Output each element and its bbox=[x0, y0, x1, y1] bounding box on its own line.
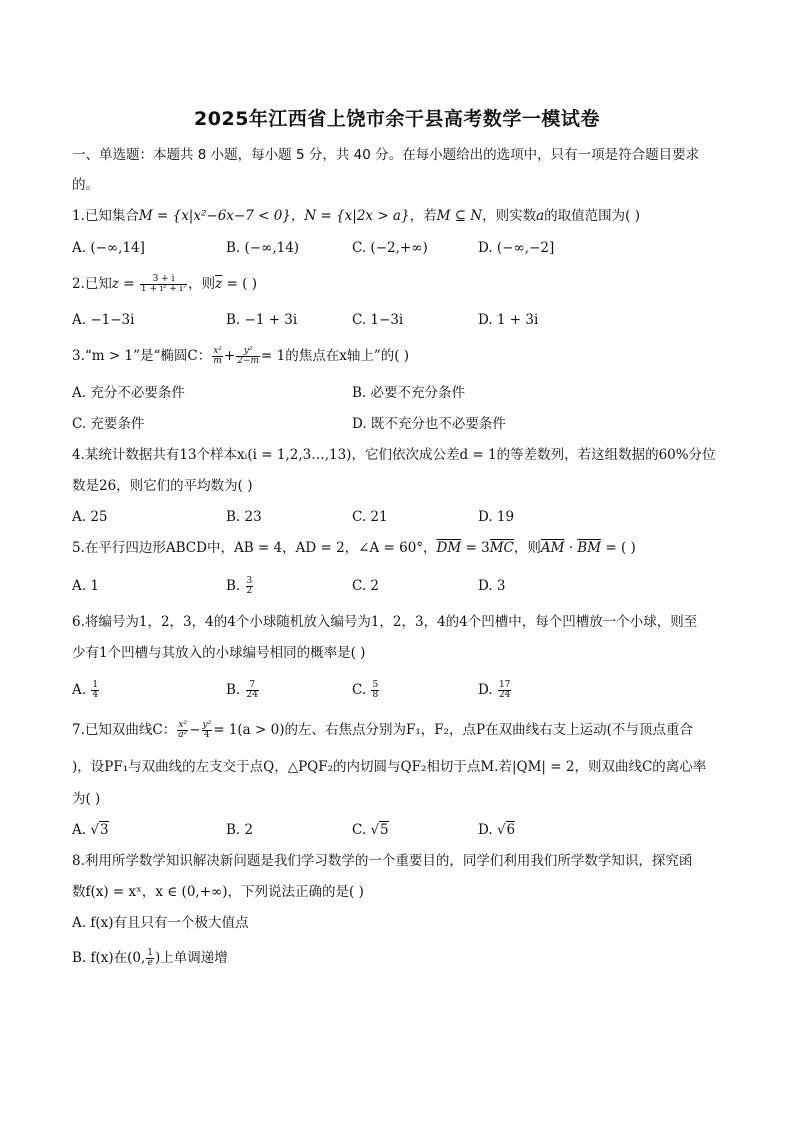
question-5: 5.在平行四边形ABCD中，AB = 4，AD = 2，∠A = 60°，$\overline{DM} = 3\overline{MC}$，则$\overline{AM} \cdot \overline{BM}$ = ( ) bbox=[72, 540, 636, 556]
question-7-cont-2: 为( ) bbox=[72, 791, 101, 807]
exam-title: 2025年江西省上饶市余干县高考数学一模试卷 bbox=[194, 108, 600, 130]
q3-option-b: B. 必要不充分条件 bbox=[352, 385, 466, 401]
question-7-cont: )，设PF₁与双曲线的左支交于点Q，△PQF₂的内切圆与QF₂相切于点M.若|QM| = 2，则双曲线C的离心率 bbox=[72, 759, 707, 775]
question-6: 6.将编号为1，2，3，4的4个小球随机放入编号为1，2，3，4的4个凹槽中，每个凹槽放一个小球，则至 bbox=[72, 614, 698, 630]
section-heading-cont: 的。 bbox=[72, 177, 99, 193]
q7-option-b: B. 2 bbox=[226, 822, 254, 838]
q1-option-b: B. (−∞,14) bbox=[226, 240, 300, 256]
q1-option-a: A. (−∞,14] bbox=[72, 240, 145, 256]
question-1: 1.已知集合M = {x|x²−6x−7 < 0}，N = {x|2x > a}，若M ⊆ N，则实数a的取值范围为( ) bbox=[72, 208, 640, 224]
q5-option-d: D. 3 bbox=[478, 578, 506, 594]
question-8-cont: 数f(x) = xˣ，x ∈ (0,+∞)，下列说法正确的是( ) bbox=[72, 884, 364, 900]
q6-option-c: C. $\frac{5}{8}$ bbox=[352, 680, 379, 700]
q7-fraction-2: $\frac{\text{y²}}{4}$ bbox=[202, 720, 212, 740]
q6-option-d: D. $\frac{17}{24}$ bbox=[478, 680, 511, 700]
q4-option-d: D. 19 bbox=[478, 509, 515, 525]
question-2: 2.已知z = $\frac{3 + i}{\text{1 + i² + i⁷}}$ ，则$\overline{z}$ = ( ) bbox=[72, 274, 257, 294]
question-7: 7.已知双曲线C： $\frac{\text{x²}}{\text{a²}}$ − $\frac{\text{y²}}{4}$ = 1(a > 0)的左、右焦点分别为F₁，F₂，点P在双曲线右支上运动(不与顶点重合 bbox=[72, 720, 693, 740]
q5-option-c: C. 2 bbox=[352, 578, 380, 594]
q4-option-b: B. 23 bbox=[226, 509, 262, 525]
q2-option-b: B. −1 + 3i bbox=[226, 312, 298, 328]
q2-option-a: A. −1−3i bbox=[72, 312, 135, 328]
q2-option-c: C. 1−3i bbox=[352, 312, 404, 328]
q3-fraction-1: $\frac{\text{x²}}{m}$ bbox=[213, 346, 222, 366]
question-6-cont: 少有1个凹槽与其放入的小球编号相同的概率是( ) bbox=[72, 645, 366, 661]
q3-option-a: A. 充分不必要条件 bbox=[72, 385, 185, 401]
q8-option-a: A. f(x)有且只有一个极大值点 bbox=[72, 915, 249, 931]
q8-option-b-fraction: $\frac{1}{e}$ bbox=[147, 948, 154, 968]
q2-option-d: D. 1 + 3i bbox=[478, 312, 539, 328]
question-4: 4.某统计数据共有13个样本xᵢ(i = 1,2,3…,13)，它们依次成公差d = 1的等差数列，若这组数据的60%分位 bbox=[72, 447, 716, 463]
q7-option-d: D. √6 bbox=[478, 822, 516, 838]
q6-option-b: B. $\frac{7}{24}$ bbox=[226, 680, 258, 700]
q3-option-c: C. 充要条件 bbox=[72, 416, 145, 432]
q7-option-c: C. √5 bbox=[352, 822, 389, 838]
q1-option-c: C. (−2,+∞) bbox=[352, 240, 428, 256]
q4-option-c: C. 21 bbox=[352, 509, 388, 525]
question-8: 8.利用所学数学知识解决新问题是我们学习数学的一个重要目的，同学们利用我们所学数学知识，探究函 bbox=[72, 853, 693, 869]
q4-option-a: A. 25 bbox=[72, 509, 108, 525]
q8-option-b: B. f(x)在(0, $\frac{1}{e}$ )上单调递增 bbox=[72, 948, 228, 968]
q7-option-a: A. √3 bbox=[72, 822, 109, 838]
q5-option-b: B. $\frac{3}{2}$ bbox=[226, 576, 253, 596]
question-3: 3.“m > 1”是“椭圆C： $\frac{\text{x²}}{m}$ + $\frac{\text{y²}}{2-m}$ = 1的焦点在x轴上”的( ) bbox=[72, 346, 410, 366]
q1-option-d: D. (−∞,−2] bbox=[478, 240, 555, 256]
q3-fraction-2: $\frac{\text{y²}}{2-m}$ bbox=[237, 346, 260, 366]
q7-fraction-1: $\frac{\text{x²}}{\text{a²}}$ bbox=[178, 720, 188, 740]
q3-option-d: D. 既不充分也不必要条件 bbox=[352, 416, 506, 432]
section-heading: 一、单选题：本题共 8 小题，每小题 5 分，共 40 分。在每小题给出的选项中，只有一项是符合题目要求 bbox=[72, 147, 700, 163]
question-4-cont: 数是26，则它们的平均数为( ) bbox=[72, 478, 253, 494]
q5-option-a: A. 1 bbox=[72, 578, 99, 594]
q5-option-b-fraction: $\frac{3}{2}$ bbox=[246, 576, 253, 596]
q6-option-a: A. $\frac{1}{4}$ bbox=[72, 680, 99, 700]
q2-fraction: $\frac{3 + i}{\text{1 + i² + i⁷}}$ bbox=[140, 274, 187, 294]
